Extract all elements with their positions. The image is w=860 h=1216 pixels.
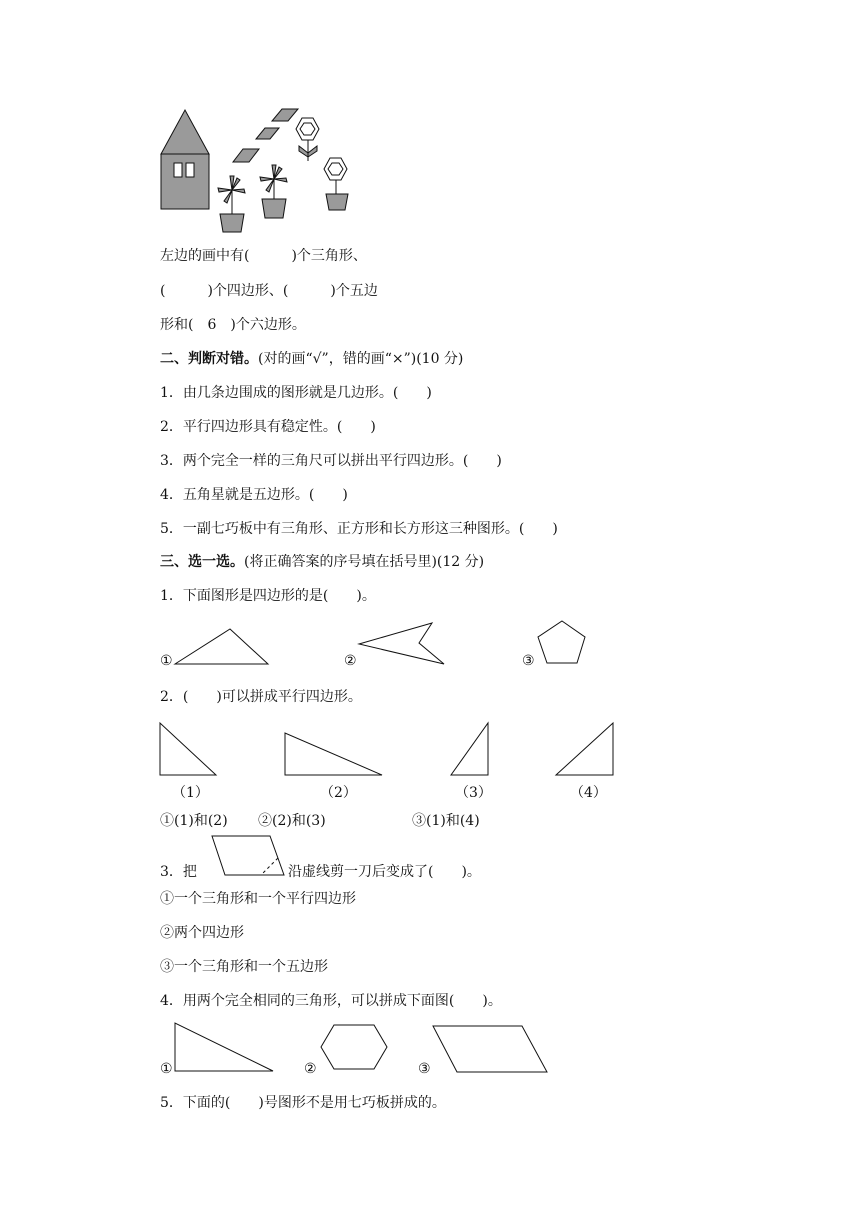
house-window-left (174, 163, 182, 177)
q2-triangle-2 (283, 731, 385, 777)
section-2-instruction: (对的画“√”，错的画“×”)(10 分) (258, 351, 464, 367)
q2-option-2: ②(2)和(3) (258, 813, 326, 829)
pinwheel-pot (262, 199, 286, 218)
q2-option-3: ③(1)和(4) (412, 813, 480, 829)
section-3-instruction: (将正确答案的序号填在括号里)(12 分) (244, 554, 485, 570)
choice-question-2: 2．( )可以拼成平行四边形。 (160, 689, 362, 705)
choice-question-4: 4．用两个完全相同的三角形，可以拼成下面图( )。 (160, 993, 502, 1009)
picture-question-line-3: 形和( 6 )个六边形。 (160, 317, 306, 333)
q3-parallelogram-with-dashed-cut (208, 834, 288, 878)
q2-shape-label-4: （4） (570, 785, 607, 801)
q1-concave-quadrilateral (356, 620, 448, 666)
q3-option-2: ②两个四边形 (160, 925, 244, 941)
choice-question-5: 5．下面的( )号图形不是用七巧板拼成的。 (160, 1095, 446, 1111)
q2-shape-label-1: （1） (172, 785, 209, 801)
picture-question-line-1: 左边的画中有( )个三角形、 (160, 248, 367, 264)
judge-item-3: 3．两个完全一样的三角尺可以拼出平行四边形。( ) (160, 453, 502, 469)
q4-hexagon (318, 1023, 390, 1071)
judge-item-2: 2．平行四边形具有稳定性。( ) (160, 419, 376, 435)
q3-option-1: ①一个三角形和一个平行四边形 (160, 891, 356, 907)
q1-obtuse-triangle (172, 627, 272, 667)
flower-pot (326, 194, 348, 210)
q2-option-1: ①(1)和(2) (160, 813, 228, 829)
section-3-heading (160, 553, 484, 571)
q4-option-3-label: ③ (418, 1061, 431, 1077)
q1-option-1-label: ① (160, 653, 173, 669)
q2-shape-label-3: （3） (455, 785, 492, 801)
q2-triangle-1 (158, 721, 218, 777)
q3-prefix: 3．把 (160, 864, 197, 880)
section-3-title: 三、选一选。 (160, 554, 244, 570)
q1-option-3-label: ③ (522, 653, 535, 669)
parallelogram-shape (256, 128, 279, 139)
parallelogram-shape (233, 149, 259, 162)
judge-item-4: 4．五角星就是五边形。( ) (160, 487, 348, 503)
q3-suffix: 沿虚线剪一刀后变成了( )。 (288, 864, 481, 880)
q2-triangle-4 (554, 721, 616, 777)
parallelogram-shape (272, 109, 298, 121)
q2-triangle-3 (449, 721, 491, 777)
house-roof (161, 110, 209, 154)
section-2-title: 二、判断对错。 (160, 351, 258, 367)
picture-question-line-2: ( )个四边形、( )个五边 (160, 283, 378, 299)
house-body (161, 154, 209, 209)
q2-shape-label-2: （2） (320, 785, 357, 801)
pinwheel-pot (220, 214, 244, 232)
section-2-heading (160, 350, 463, 368)
shapes-picture (158, 106, 378, 236)
q3-option-3: ③一个三角形和一个五边形 (160, 959, 328, 975)
q1-pentagon (534, 618, 590, 668)
house-window-right (186, 163, 194, 177)
judge-item-5: 5．一副七巧板中有三角形、正方形和长方形这三种图形。( ) (160, 521, 558, 537)
choice-question-1: 1．下面图形是四边形的是( )。 (160, 588, 376, 604)
flower-hexagon-inner (300, 123, 315, 135)
q4-right-triangle (172, 1021, 276, 1073)
judge-item-1: 1．由几条边围成的图形就是几边形。( ) (160, 385, 432, 401)
q4-option-1-label: ① (160, 1061, 173, 1077)
flower-hexagon-inner (328, 163, 343, 175)
q4-parallelogram (431, 1024, 549, 1074)
q4-option-2-label: ② (304, 1061, 317, 1077)
q1-option-2-label: ② (344, 653, 357, 669)
